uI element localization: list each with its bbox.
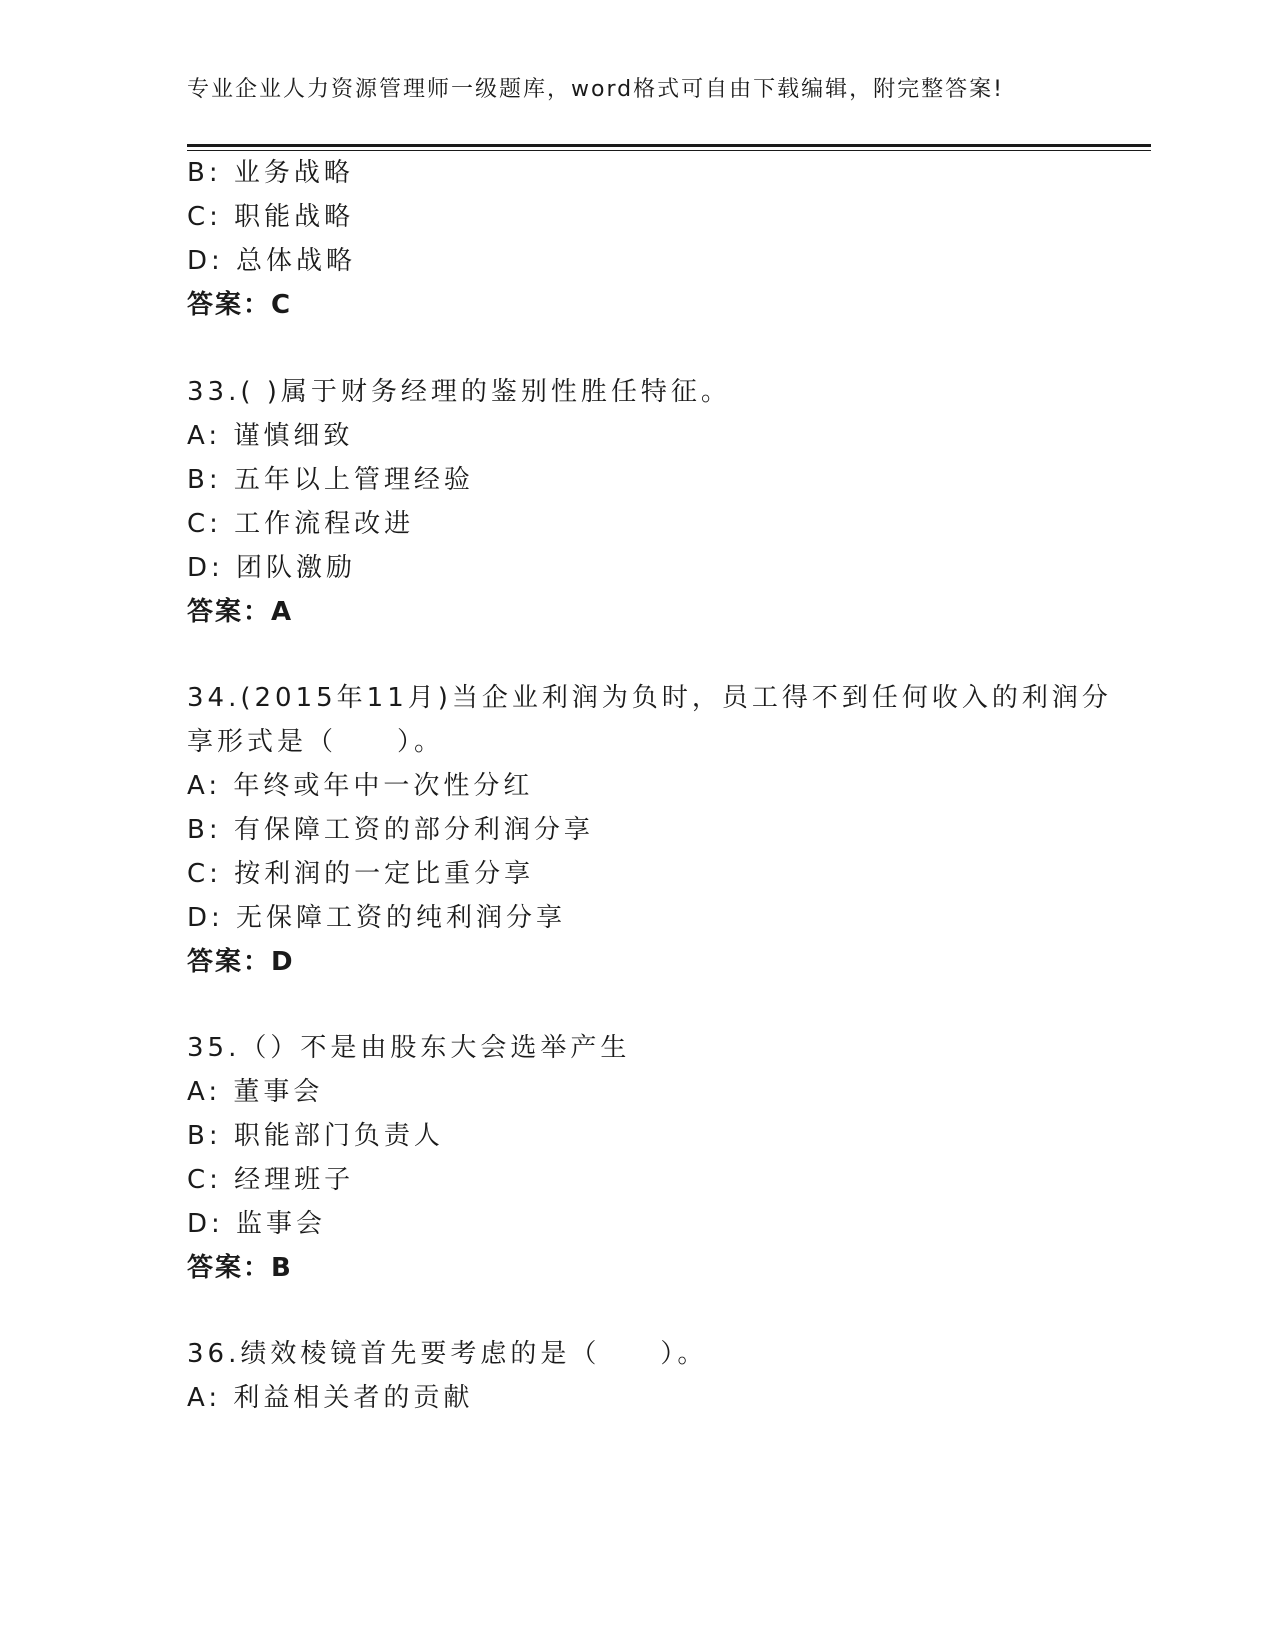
option-line: D: 团队激励 <box>187 553 357 583</box>
option-line: D: 无保障工资的纯利润分享 <box>187 903 567 933</box>
option-line: A: 利益相关者的贡献 <box>187 1383 474 1413</box>
option-line: D: 总体战略 <box>187 246 357 276</box>
question-text: 34.(2015年11月)当企业利润为负时，员工得不到任何收入的利润分 <box>187 683 1112 713</box>
option-line: C: 工作流程改进 <box>187 509 415 539</box>
header-rule-thin <box>187 150 1151 151</box>
answer-line: 答案：D <box>187 947 295 977</box>
page-header: 专业企业人力资源管理师一级题库，word格式可自由下载编辑，附完整答案! <box>187 77 1004 102</box>
question-text: 35.（）不是由股东大会选举产生 <box>187 1033 631 1063</box>
header-rule-thick <box>187 144 1151 147</box>
option-line: C: 经理班子 <box>187 1165 355 1195</box>
option-line: A: 董事会 <box>187 1077 324 1107</box>
option-line: D: 监事会 <box>187 1209 327 1239</box>
option-line: C: 按利润的一定比重分享 <box>187 859 535 889</box>
answer-line: 答案：B <box>187 1253 293 1283</box>
option-line: B: 有保障工资的部分利润分享 <box>187 815 594 845</box>
option-line: B: 职能部门负责人 <box>187 1121 444 1151</box>
option-line: A: 谨慎细致 <box>187 421 354 451</box>
question-text: 33.( )属于财务经理的鉴别性胜任特征。 <box>187 377 731 407</box>
question-text-continued: 享形式是（ ）。 <box>187 727 445 757</box>
answer-line: 答案：C <box>187 290 293 320</box>
question-text: 36.绩效棱镜首先要考虑的是（ ）。 <box>187 1339 708 1369</box>
option-line: C: 职能战略 <box>187 202 355 232</box>
option-line: A: 年终或年中一次性分红 <box>187 771 534 801</box>
option-line: B: 业务战略 <box>187 158 354 188</box>
option-line: B: 五年以上管理经验 <box>187 465 474 495</box>
answer-line: 答案：A <box>187 597 294 627</box>
